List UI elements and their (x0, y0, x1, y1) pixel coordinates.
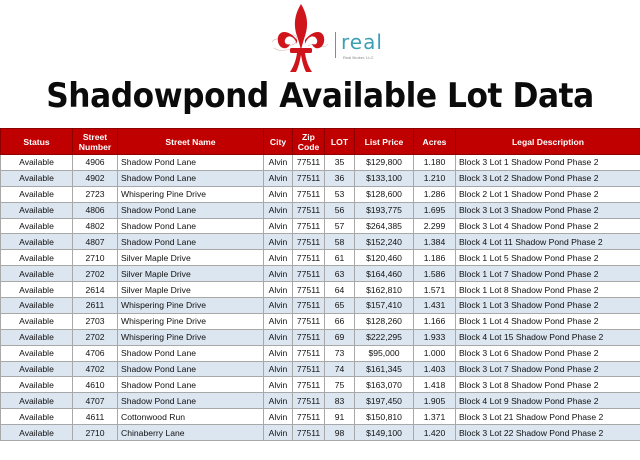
cell-lot: 74 (325, 361, 355, 377)
column-header-lot: LOT (325, 129, 355, 155)
cell-legal-description: Block 4 Lot 9 Shadow Pond Phase 2 (456, 393, 640, 409)
cell-street-number: 2703 (73, 313, 118, 329)
cell-city: Alvin (264, 345, 293, 361)
table-row (1, 361, 640, 377)
cell-city: Alvin (264, 393, 293, 409)
cell-street-number: 4611 (73, 409, 118, 425)
table-row (1, 393, 640, 409)
cell-lot: 64 (325, 282, 355, 298)
cell-zip-code: 77511 (293, 425, 325, 441)
cell-zip-code: 77511 (293, 329, 325, 345)
cell-street-name: Shadow Pond Lane (118, 155, 264, 171)
column-header-legal-description: Legal Description (456, 129, 640, 155)
cell-city: Alvin (264, 425, 293, 441)
cell-street-name: Shadow Pond Lane (118, 170, 264, 186)
cell-legal-description: Block 3 Lot 22 Shadow Pond Phase 2 (456, 425, 640, 441)
cell-acres: 2.299 (414, 218, 456, 234)
cell-lot: 98 (325, 425, 355, 441)
cell-list-price: $264,385 (355, 218, 414, 234)
cell-street-number: 4902 (73, 170, 118, 186)
cell-list-price: $162,810 (355, 282, 414, 298)
table-row (1, 425, 640, 441)
cell-list-price: $95,000 (355, 345, 414, 361)
cell-city: Alvin (264, 202, 293, 218)
cell-zip-code: 77511 (293, 409, 325, 425)
fleur-de-lis-icon (266, 2, 336, 74)
cell-list-price: $149,100 (355, 425, 414, 441)
cell-legal-description: Block 3 Lot 1 Shadow Pond Phase 2 (456, 155, 640, 171)
column-header-acres: Acres (414, 129, 456, 155)
cell-status: Available (1, 425, 73, 441)
cell-status: Available (1, 377, 73, 393)
cell-zip-code: 77511 (293, 345, 325, 361)
cell-zip-code: 77511 (293, 250, 325, 266)
cell-lot: 91 (325, 409, 355, 425)
cell-acres: 1.933 (414, 329, 456, 345)
cell-list-price: $150,810 (355, 409, 414, 425)
cell-street-number: 2702 (73, 266, 118, 282)
table-row (1, 345, 640, 361)
cell-street-number: 2614 (73, 282, 118, 298)
cell-lot: 66 (325, 313, 355, 329)
cell-city: Alvin (264, 170, 293, 186)
column-header-city: City (264, 129, 293, 155)
cell-acres: 1.403 (414, 361, 456, 377)
cell-street-number: 2723 (73, 186, 118, 202)
cell-lot: 58 (325, 234, 355, 250)
table-row (1, 377, 640, 393)
table-header-row (1, 129, 640, 155)
cell-list-price: $157,410 (355, 298, 414, 314)
cell-legal-description: Block 1 Lot 7 Shadow Pond Phase 2 (456, 266, 640, 282)
cell-street-number: 2710 (73, 425, 118, 441)
cell-city: Alvin (264, 298, 293, 314)
cell-street-name: Silver Maple Drive (118, 266, 264, 282)
cell-lot: 63 (325, 266, 355, 282)
cell-lot: 75 (325, 377, 355, 393)
brand-subtitle: Real Broker, LLC (343, 55, 374, 60)
cell-list-price: $164,460 (355, 266, 414, 282)
cell-legal-description: Block 1 Lot 3 Shadow Pond Phase 2 (456, 298, 640, 314)
cell-zip-code: 77511 (293, 202, 325, 218)
cell-city: Alvin (264, 155, 293, 171)
cell-status: Available (1, 409, 73, 425)
cell-acres: 1.210 (414, 170, 456, 186)
cell-legal-description: Block 1 Lot 5 Shadow Pond Phase 2 (456, 250, 640, 266)
cell-legal-description: Block 1 Lot 8 Shadow Pond Phase 2 (456, 282, 640, 298)
cell-acres: 1.371 (414, 409, 456, 425)
cell-acres: 1.586 (414, 266, 456, 282)
cell-street-number: 4802 (73, 218, 118, 234)
cell-list-price: $161,345 (355, 361, 414, 377)
column-header-list-price: List Price (355, 129, 414, 155)
cell-status: Available (1, 361, 73, 377)
cell-lot: 36 (325, 170, 355, 186)
cell-lot: 65 (325, 298, 355, 314)
cell-acres: 1.384 (414, 234, 456, 250)
table-row (1, 170, 640, 186)
cell-street-number: 4610 (73, 377, 118, 393)
cell-list-price: $120,460 (355, 250, 414, 266)
cell-zip-code: 77511 (293, 313, 325, 329)
cell-acres: 1.286 (414, 186, 456, 202)
table-row (1, 250, 640, 266)
cell-street-name: Whispering Pine Drive (118, 329, 264, 345)
cell-zip-code: 77511 (293, 298, 325, 314)
table-row (1, 218, 640, 234)
cell-list-price: $193,775 (355, 202, 414, 218)
cell-list-price: $222,295 (355, 329, 414, 345)
cell-street-name: Whispering Pine Drive (118, 186, 264, 202)
cell-street-number: 4707 (73, 393, 118, 409)
cell-status: Available (1, 202, 73, 218)
cell-street-name: Shadow Pond Lane (118, 234, 264, 250)
cell-street-number: 4706 (73, 345, 118, 361)
cell-lot: 56 (325, 202, 355, 218)
column-header-street-number: Street Number (73, 129, 118, 155)
cell-city: Alvin (264, 282, 293, 298)
cell-city: Alvin (264, 313, 293, 329)
cell-street-name: Cottonwood Run (118, 409, 264, 425)
cell-lot: 35 (325, 155, 355, 171)
cell-zip-code: 77511 (293, 155, 325, 171)
page-title: Shadowpond Available Lot Data (46, 76, 594, 116)
cell-acres: 1.418 (414, 377, 456, 393)
cell-status: Available (1, 186, 73, 202)
brand-name: real (341, 30, 383, 54)
table-row (1, 313, 640, 329)
cell-lot: 73 (325, 345, 355, 361)
column-header-zip-code: Zip Code (293, 129, 325, 155)
cell-street-name: Whispering Pine Drive (118, 313, 264, 329)
cell-legal-description: Block 3 Lot 8 Shadow Pond Phase 2 (456, 377, 640, 393)
cell-street-name: Shadow Pond Lane (118, 202, 264, 218)
cell-legal-description: Block 3 Lot 6 Shadow Pond Phase 2 (456, 345, 640, 361)
cell-legal-description: Block 1 Lot 4 Shadow Pond Phase 2 (456, 313, 640, 329)
table-body (1, 155, 640, 441)
cell-legal-description: Block 4 Lot 11 Shadow Pond Phase 2 (456, 234, 640, 250)
table-row (1, 155, 640, 171)
cell-status: Available (1, 282, 73, 298)
cell-acres: 1.180 (414, 155, 456, 171)
cell-status: Available (1, 170, 73, 186)
cell-street-name: Shadow Pond Lane (118, 345, 264, 361)
cell-zip-code: 77511 (293, 234, 325, 250)
cell-city: Alvin (264, 409, 293, 425)
table-row (1, 234, 640, 250)
cell-city: Alvin (264, 377, 293, 393)
cell-lot: 61 (325, 250, 355, 266)
cell-city: Alvin (264, 329, 293, 345)
cell-street-number: 4702 (73, 361, 118, 377)
cell-city: Alvin (264, 250, 293, 266)
cell-legal-description: Block 4 Lot 15 Shadow Pond Phase 2 (456, 329, 640, 345)
cell-status: Available (1, 250, 73, 266)
cell-legal-description: Block 3 Lot 2 Shadow Pond Phase 2 (456, 170, 640, 186)
cell-street-name: Shadow Pond Lane (118, 393, 264, 409)
cell-status: Available (1, 329, 73, 345)
cell-legal-description: Block 2 Lot 1 Shadow Pond Phase 2 (456, 186, 640, 202)
cell-status: Available (1, 393, 73, 409)
lot-data-table (0, 128, 640, 441)
cell-acres: 1.571 (414, 282, 456, 298)
cell-acres: 1.695 (414, 202, 456, 218)
cell-zip-code: 77511 (293, 170, 325, 186)
cell-acres: 1.186 (414, 250, 456, 266)
table-row (1, 329, 640, 345)
cell-lot: 69 (325, 329, 355, 345)
cell-lot: 83 (325, 393, 355, 409)
cell-legal-description: Block 3 Lot 7 Shadow Pond Phase 2 (456, 361, 640, 377)
cell-acres: 1.000 (414, 345, 456, 361)
cell-city: Alvin (264, 186, 293, 202)
cell-city: Alvin (264, 218, 293, 234)
table-row (1, 282, 640, 298)
cell-street-number: 2611 (73, 298, 118, 314)
cell-acres: 1.905 (414, 393, 456, 409)
cell-zip-code: 77511 (293, 377, 325, 393)
cell-status: Available (1, 298, 73, 314)
logo-divider (335, 32, 336, 58)
cell-street-name: Shadow Pond Lane (118, 361, 264, 377)
cell-lot: 53 (325, 186, 355, 202)
cell-status: Available (1, 218, 73, 234)
cell-zip-code: 77511 (293, 282, 325, 298)
cell-zip-code: 77511 (293, 186, 325, 202)
cell-lot: 57 (325, 218, 355, 234)
cell-city: Alvin (264, 234, 293, 250)
cell-acres: 1.166 (414, 313, 456, 329)
table-row (1, 186, 640, 202)
cell-street-number: 2710 (73, 250, 118, 266)
cell-acres: 1.431 (414, 298, 456, 314)
cell-zip-code: 77511 (293, 393, 325, 409)
cell-zip-code: 77511 (293, 361, 325, 377)
table-row (1, 266, 640, 282)
cell-street-name: Whispering Pine Drive (118, 298, 264, 314)
cell-street-number: 4906 (73, 155, 118, 171)
cell-list-price: $163,070 (355, 377, 414, 393)
cell-status: Available (1, 313, 73, 329)
cell-status: Available (1, 234, 73, 250)
cell-street-name: Silver Maple Drive (118, 250, 264, 266)
table-row (1, 202, 640, 218)
cell-status: Available (1, 345, 73, 361)
cell-zip-code: 77511 (293, 266, 325, 282)
cell-street-number: 2702 (73, 329, 118, 345)
column-header-street-name: Street Name (118, 129, 264, 155)
cell-status: Available (1, 266, 73, 282)
cell-street-number: 4807 (73, 234, 118, 250)
cell-legal-description: Block 3 Lot 4 Shadow Pond Phase 2 (456, 218, 640, 234)
cell-list-price: $152,240 (355, 234, 414, 250)
cell-acres: 1.420 (414, 425, 456, 441)
cell-street-name: Shadow Pond Lane (118, 377, 264, 393)
cell-street-name: Silver Maple Drive (118, 282, 264, 298)
cell-list-price: $133,100 (355, 170, 414, 186)
cell-list-price: $129,800 (355, 155, 414, 171)
cell-zip-code: 77511 (293, 218, 325, 234)
cell-list-price: $128,260 (355, 313, 414, 329)
cell-street-number: 4806 (73, 202, 118, 218)
column-header-status: Status (1, 129, 73, 155)
cell-city: Alvin (264, 266, 293, 282)
cell-street-name: Shadow Pond Lane (118, 218, 264, 234)
header-logo (0, 0, 640, 74)
cell-list-price: $128,600 (355, 186, 414, 202)
cell-legal-description: Block 3 Lot 3 Shadow Pond Phase 2 (456, 202, 640, 218)
cell-list-price: $197,450 (355, 393, 414, 409)
cell-city: Alvin (264, 361, 293, 377)
table-row (1, 409, 640, 425)
cell-status: Available (1, 155, 73, 171)
cell-legal-description: Block 3 Lot 21 Shadow Pond Phase 2 (456, 409, 640, 425)
table-row (1, 298, 640, 314)
cell-street-name: Chinaberry Lane (118, 425, 264, 441)
